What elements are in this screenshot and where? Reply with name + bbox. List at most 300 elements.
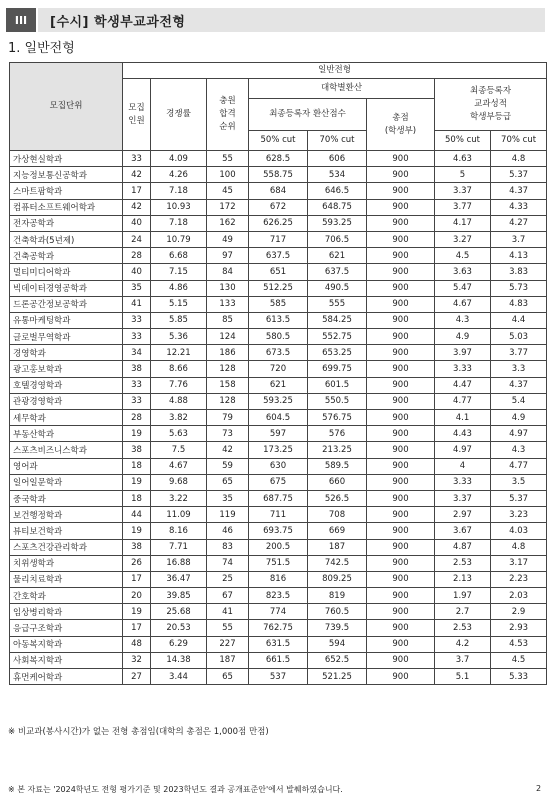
table-body [10, 151, 547, 685]
cell-total: 900 [367, 426, 435, 442]
cell-total: 900 [367, 669, 435, 685]
cell-rank: 162 [207, 215, 249, 231]
cell-rank: 83 [207, 539, 249, 555]
cell-rank: 128 [207, 393, 249, 409]
cell-score-50: 661.5 [249, 652, 308, 668]
table-row [10, 669, 547, 685]
cell-grade-50: 1.97 [435, 588, 491, 604]
cell-quota: 38 [123, 539, 151, 555]
cell-score-50: 580.5 [249, 329, 308, 345]
cell-quota: 38 [123, 442, 151, 458]
cell-ratio: 14.38 [151, 652, 207, 668]
cell-score-70: 534 [308, 167, 367, 183]
cell-rank: 84 [207, 264, 249, 280]
cell-grade-50: 3.37 [435, 183, 491, 199]
cell-score-50: 200.5 [249, 539, 308, 555]
header-ratio: 경쟁률 [151, 79, 207, 151]
cell-score-70: 552.75 [308, 329, 367, 345]
cell-dept: 스포츠비즈니스학과 [10, 442, 123, 458]
cell-dept: 사회복지학과 [10, 652, 123, 668]
cell-quota: 19 [123, 474, 151, 490]
section-header-title: [수시] 학생부교과전형 [50, 14, 186, 30]
cell-dept: 호텔경영학과 [10, 377, 123, 393]
cell-dept: 드론공간정보공학과 [10, 296, 123, 312]
cell-grade-70: 4.37 [491, 183, 547, 199]
cell-grade-70: 3.23 [491, 507, 547, 523]
cell-dept: 전자공학과 [10, 215, 123, 231]
cell-rank: 133 [207, 296, 249, 312]
cell-score-70: 706.5 [308, 231, 367, 247]
cell-dept: 스포츠건강관리학과 [10, 539, 123, 555]
cell-total: 900 [367, 555, 435, 571]
cell-total: 900 [367, 410, 435, 426]
cell-ratio: 7.76 [151, 377, 207, 393]
table-row [10, 620, 547, 636]
cell-ratio: 10.79 [151, 231, 207, 247]
header-general: 일반전형 [123, 63, 547, 79]
cell-grade-70: 3.5 [491, 474, 547, 490]
cell-ratio: 39.85 [151, 588, 207, 604]
cell-ratio: 3.22 [151, 490, 207, 506]
cell-score-50: 762.75 [249, 620, 308, 636]
cell-quota: 34 [123, 345, 151, 361]
cell-quota: 42 [123, 167, 151, 183]
cell-grade-70: 4.4 [491, 312, 547, 328]
cell-ratio: 16.88 [151, 555, 207, 571]
cell-dept: 가상현실학과 [10, 151, 123, 167]
cell-score-70: 652.5 [308, 652, 367, 668]
cell-grade-70: 5.33 [491, 669, 547, 685]
cell-rank: 79 [207, 410, 249, 426]
cell-score-50: 613.5 [249, 312, 308, 328]
section-header [0, 8, 551, 32]
cell-total: 900 [367, 361, 435, 377]
cell-rank: 55 [207, 151, 249, 167]
cell-total: 900 [367, 442, 435, 458]
header-total: 총점 (학생부) [367, 99, 435, 151]
cell-dept: 영어과 [10, 458, 123, 474]
cell-score-50: 512.25 [249, 280, 308, 296]
cell-score-70: 576 [308, 426, 367, 442]
cell-dept: 관광경영학과 [10, 393, 123, 409]
cell-grade-50: 4.77 [435, 393, 491, 409]
cell-rank: 46 [207, 523, 249, 539]
cell-ratio: 6.29 [151, 636, 207, 652]
cell-total: 900 [367, 329, 435, 345]
cell-grade-70: 3.7 [491, 231, 547, 247]
cell-quota: 41 [123, 296, 151, 312]
cell-dept: 경영학과 [10, 345, 123, 361]
cell-dept: 광고홍보학과 [10, 361, 123, 377]
cell-grade-70: 4.13 [491, 248, 547, 264]
cell-dept: 건축공학과 [10, 248, 123, 264]
cell-score-70: 646.5 [308, 183, 367, 199]
cell-grade-50: 3.7 [435, 652, 491, 668]
cell-grade-50: 4.63 [435, 151, 491, 167]
cell-grade-50: 2.53 [435, 555, 491, 571]
cell-total: 900 [367, 507, 435, 523]
cell-rank: 73 [207, 426, 249, 442]
cell-grade-70: 4.3 [491, 442, 547, 458]
cell-grade-70: 4.83 [491, 296, 547, 312]
cell-score-50: 537 [249, 669, 308, 685]
table-row [10, 555, 547, 571]
cell-score-50: 630 [249, 458, 308, 474]
cell-quota: 18 [123, 490, 151, 506]
cell-quota: 27 [123, 669, 151, 685]
cell-dept: 유통마케팅학과 [10, 312, 123, 328]
cell-grade-70: 5.37 [491, 167, 547, 183]
cell-rank: 55 [207, 620, 249, 636]
cell-grade-50: 4.47 [435, 377, 491, 393]
table-row [10, 296, 547, 312]
cell-rank: 85 [207, 312, 249, 328]
cell-score-70: 213.25 [308, 442, 367, 458]
cell-total: 900 [367, 393, 435, 409]
cell-dept: 응급구조학과 [10, 620, 123, 636]
cell-rank: 65 [207, 669, 249, 685]
table-row [10, 571, 547, 587]
cell-grade-50: 4.1 [435, 410, 491, 426]
cell-ratio: 10.93 [151, 199, 207, 215]
table-row [10, 280, 547, 296]
cell-rank: 227 [207, 636, 249, 652]
cell-rank: 35 [207, 490, 249, 506]
table-row [10, 588, 547, 604]
cell-grade-70: 4.8 [491, 151, 547, 167]
header-score-50-cut: 50% cut [249, 131, 308, 151]
table-row [10, 410, 547, 426]
cell-quota: 19 [123, 523, 151, 539]
cell-total: 900 [367, 183, 435, 199]
cell-quota: 17 [123, 620, 151, 636]
header-rank: 충원 합격 순위 [207, 79, 249, 151]
table-row [10, 231, 547, 247]
cell-quota: 33 [123, 312, 151, 328]
cell-grade-50: 4.3 [435, 312, 491, 328]
cell-score-50: 687.75 [249, 490, 308, 506]
cell-grade-50: 3.97 [435, 345, 491, 361]
cell-quota: 33 [123, 393, 151, 409]
cell-quota: 42 [123, 199, 151, 215]
cell-ratio: 4.88 [151, 393, 207, 409]
cell-grade-70: 4.5 [491, 652, 547, 668]
header-score-70-cut: 70% cut [308, 131, 367, 151]
footnote: ※ 비교과(봉사시간)가 없는 전형 총점임(대학의 총점은 1,000점 만점) [8, 727, 269, 737]
cell-ratio: 5.36 [151, 329, 207, 345]
cell-rank: 42 [207, 442, 249, 458]
cell-score-50: 816 [249, 571, 308, 587]
cell-grade-50: 2.7 [435, 604, 491, 620]
cell-dept: 지능정보통신공학과 [10, 167, 123, 183]
source-note: ※ 본 자료는 '2024학년도 전형 평가기준 및 2023학년도 결과 공개표준안'에서 발췌하였습니다. [8, 785, 343, 794]
cell-grade-70: 5.4 [491, 393, 547, 409]
cell-score-70: 593.25 [308, 215, 367, 231]
cell-rank: 128 [207, 361, 249, 377]
cell-dept: 물리치료학과 [10, 571, 123, 587]
cell-rank: 130 [207, 280, 249, 296]
cell-grade-50: 3.37 [435, 490, 491, 506]
table-row [10, 426, 547, 442]
cell-grade-70: 3.3 [491, 361, 547, 377]
cell-score-70: 606 [308, 151, 367, 167]
table-row [10, 636, 547, 652]
cell-score-70: 550.5 [308, 393, 367, 409]
cell-ratio: 7.71 [151, 539, 207, 555]
cell-quota: 28 [123, 248, 151, 264]
table-row [10, 377, 547, 393]
page-number: 2 [536, 784, 542, 793]
cell-dept: 스마트팜학과 [10, 183, 123, 199]
cell-score-50: 720 [249, 361, 308, 377]
cell-grade-50: 4.67 [435, 296, 491, 312]
subsection-title: 1. 일반전형 [8, 41, 75, 56]
cell-ratio: 7.18 [151, 183, 207, 199]
cell-ratio: 36.47 [151, 571, 207, 587]
cell-score-70: 653.25 [308, 345, 367, 361]
cell-score-50: 711 [249, 507, 308, 523]
cell-score-50: 684 [249, 183, 308, 199]
cell-ratio: 5.15 [151, 296, 207, 312]
cell-quota: 19 [123, 604, 151, 620]
cell-score-50: 631.5 [249, 636, 308, 652]
table-row [10, 490, 547, 506]
cell-grade-70: 4.97 [491, 426, 547, 442]
cell-score-70: 490.5 [308, 280, 367, 296]
cell-score-70: 601.5 [308, 377, 367, 393]
cell-dept: 글로벌무역학과 [10, 329, 123, 345]
cell-total: 900 [367, 604, 435, 620]
table-row [10, 458, 547, 474]
header-final-reg-grade: 최종등록자 교과성적 학생부등급 [435, 79, 547, 131]
cell-total: 900 [367, 167, 435, 183]
cell-dept: 간호학과 [10, 588, 123, 604]
cell-ratio: 7.18 [151, 215, 207, 231]
table-row [10, 507, 547, 523]
cell-score-50: 558.75 [249, 167, 308, 183]
cell-total: 900 [367, 215, 435, 231]
cell-grade-50: 4 [435, 458, 491, 474]
cell-quota: 24 [123, 231, 151, 247]
cell-score-70: 576.75 [308, 410, 367, 426]
cell-total: 900 [367, 474, 435, 490]
table-row [10, 329, 547, 345]
table-row [10, 248, 547, 264]
cell-grade-50: 4.5 [435, 248, 491, 264]
cell-quota: 18 [123, 458, 151, 474]
cell-grade-70: 4.27 [491, 215, 547, 231]
cell-grade-50: 4.43 [435, 426, 491, 442]
cell-score-70: 584.25 [308, 312, 367, 328]
cell-grade-50: 4.97 [435, 442, 491, 458]
table-row [10, 523, 547, 539]
header-dept: 모집단위 [10, 63, 123, 151]
cell-grade-50: 4.87 [435, 539, 491, 555]
cell-dept: 일어일문학과 [10, 474, 123, 490]
cell-score-50: 173.25 [249, 442, 308, 458]
cell-rank: 100 [207, 167, 249, 183]
cell-score-50: 673.5 [249, 345, 308, 361]
cell-ratio: 6.68 [151, 248, 207, 264]
cell-total: 900 [367, 652, 435, 668]
cell-grade-50: 3.33 [435, 361, 491, 377]
cell-rank: 74 [207, 555, 249, 571]
cell-score-50: 751.5 [249, 555, 308, 571]
cell-grade-70: 4.77 [491, 458, 547, 474]
cell-ratio: 5.63 [151, 426, 207, 442]
table-row [10, 345, 547, 361]
cell-dept: 중국학과 [10, 490, 123, 506]
cell-score-70: 739.5 [308, 620, 367, 636]
cell-rank: 186 [207, 345, 249, 361]
cell-total: 900 [367, 523, 435, 539]
header-grade-50-cut: 50% cut [435, 131, 491, 151]
cell-rank: 158 [207, 377, 249, 393]
cell-ratio: 4.86 [151, 280, 207, 296]
cell-grade-70: 4.03 [491, 523, 547, 539]
cell-dept: 부동산학과 [10, 426, 123, 442]
table-row [10, 474, 547, 490]
cell-grade-70: 5.03 [491, 329, 547, 345]
cell-grade-50: 3.63 [435, 264, 491, 280]
cell-score-70: 819 [308, 588, 367, 604]
cell-quota: 32 [123, 652, 151, 668]
table-row [10, 604, 547, 620]
cell-rank: 41 [207, 604, 249, 620]
cell-rank: 97 [207, 248, 249, 264]
cell-ratio: 4.09 [151, 151, 207, 167]
cell-rank: 45 [207, 183, 249, 199]
cell-score-70: 637.5 [308, 264, 367, 280]
table-row [10, 312, 547, 328]
table-row [10, 167, 547, 183]
cell-grade-50: 3.27 [435, 231, 491, 247]
cell-score-50: 823.5 [249, 588, 308, 604]
cell-total: 900 [367, 588, 435, 604]
table-row [10, 393, 547, 409]
cell-total: 900 [367, 296, 435, 312]
cell-dept: 빅데이터경영공학과 [10, 280, 123, 296]
cell-score-50: 597 [249, 426, 308, 442]
cell-grade-50: 3.33 [435, 474, 491, 490]
cell-score-70: 594 [308, 636, 367, 652]
cell-grade-50: 4.9 [435, 329, 491, 345]
table-row [10, 361, 547, 377]
cell-score-50: 693.75 [249, 523, 308, 539]
cell-quota: 38 [123, 361, 151, 377]
table-row [10, 264, 547, 280]
cell-score-50: 717 [249, 231, 308, 247]
cell-score-70: 526.5 [308, 490, 367, 506]
cell-grade-70: 3.17 [491, 555, 547, 571]
table-row [10, 652, 547, 668]
cell-rank: 172 [207, 199, 249, 215]
cell-dept: 임상병리학과 [10, 604, 123, 620]
cell-grade-50: 5.47 [435, 280, 491, 296]
cell-score-70: 660 [308, 474, 367, 490]
cell-grade-70: 4.53 [491, 636, 547, 652]
cell-dept: 세무학과 [10, 410, 123, 426]
cell-grade-70: 4.33 [491, 199, 547, 215]
cell-quota: 28 [123, 410, 151, 426]
cell-total: 900 [367, 248, 435, 264]
cell-total: 900 [367, 264, 435, 280]
admission-results-table [9, 62, 547, 685]
cell-rank: 67 [207, 588, 249, 604]
cell-total: 900 [367, 620, 435, 636]
cell-quota: 26 [123, 555, 151, 571]
cell-score-50: 593.25 [249, 393, 308, 409]
cell-ratio: 7.5 [151, 442, 207, 458]
cell-grade-70: 3.83 [491, 264, 547, 280]
cell-ratio: 3.82 [151, 410, 207, 426]
header-final-reg-score: 최종등록자 환산점수 [249, 99, 367, 131]
cell-ratio: 25.68 [151, 604, 207, 620]
cell-rank: 119 [207, 507, 249, 523]
cell-grade-50: 2.97 [435, 507, 491, 523]
cell-total: 900 [367, 199, 435, 215]
cell-grade-50: 2.53 [435, 620, 491, 636]
section-title-bar [38, 8, 545, 32]
cell-rank: 187 [207, 652, 249, 668]
cell-grade-50: 3.77 [435, 199, 491, 215]
cell-score-50: 628.5 [249, 151, 308, 167]
cell-score-70: 621 [308, 248, 367, 264]
cell-score-50: 585 [249, 296, 308, 312]
cell-total: 900 [367, 312, 435, 328]
section-number-badge: III [6, 8, 36, 32]
cell-grade-70: 5.37 [491, 490, 547, 506]
cell-score-70: 187 [308, 539, 367, 555]
cell-score-70: 809.25 [308, 571, 367, 587]
cell-total: 900 [367, 280, 435, 296]
cell-grade-70: 4.9 [491, 410, 547, 426]
cell-quota: 40 [123, 264, 151, 280]
cell-grade-70: 2.9 [491, 604, 547, 620]
cell-grade-70: 4.37 [491, 377, 547, 393]
cell-total: 900 [367, 345, 435, 361]
cell-grade-70: 2.03 [491, 588, 547, 604]
table-row [10, 215, 547, 231]
cell-score-70: 699.75 [308, 361, 367, 377]
cell-score-70: 708 [308, 507, 367, 523]
cell-dept: 건축학과(5년제) [10, 231, 123, 247]
cell-score-70: 760.5 [308, 604, 367, 620]
cell-ratio: 4.67 [151, 458, 207, 474]
cell-dept: 아동복지학과 [10, 636, 123, 652]
cell-total: 900 [367, 458, 435, 474]
cell-quota: 35 [123, 280, 151, 296]
cell-total: 900 [367, 231, 435, 247]
cell-quota: 17 [123, 571, 151, 587]
cell-total: 900 [367, 151, 435, 167]
cell-grade-50: 3.67 [435, 523, 491, 539]
cell-ratio: 8.66 [151, 361, 207, 377]
cell-score-50: 626.25 [249, 215, 308, 231]
cell-score-50: 675 [249, 474, 308, 490]
cell-total: 900 [367, 539, 435, 555]
cell-grade-70: 5.73 [491, 280, 547, 296]
cell-dept: 치위생학과 [10, 555, 123, 571]
cell-dept: 컴퓨터소프트웨어학과 [10, 199, 123, 215]
table-row [10, 442, 547, 458]
cell-rank: 25 [207, 571, 249, 587]
header-grade-70-cut: 70% cut [491, 131, 547, 151]
cell-dept: 휴먼케어학과 [10, 669, 123, 685]
cell-score-50: 604.5 [249, 410, 308, 426]
header-univ-score: 대학별환산 [249, 79, 435, 99]
cell-score-70: 589.5 [308, 458, 367, 474]
